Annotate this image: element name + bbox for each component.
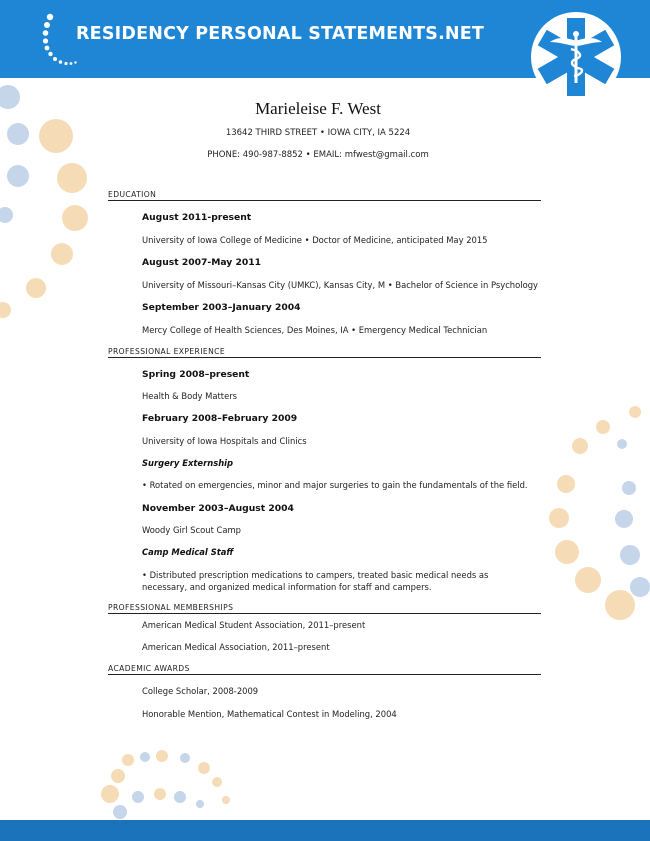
experience-bullet: • Distributed prescription medications to campers, treated basic medical needs as necessary, and organized medical information for staff and campers. [142, 570, 489, 592]
section-heading-education: EDUCATION [108, 190, 541, 201]
experience-org: Woody Girl Scout Camp [142, 525, 241, 535]
award-item: Honorable Mention, Mathematical Contest in Modeling, 2004 [142, 709, 397, 719]
membership-item: American Medical Student Association, 2011–present [142, 620, 366, 630]
experience-bullet: • Rotated on emergencies, minor and major surgeries to gain the fundamentals of the field. [142, 480, 528, 490]
footer-bar [0, 820, 650, 841]
phone-email-line: PHONE: 490-987-8852 • EMAIL: mfwest@gmail.com [207, 150, 429, 160]
award-item: College Scholar, 2008-2009 [142, 686, 259, 696]
education-detail: Mercy College of Health Sciences, Des Moines, IA • Emergency Medical Technician [142, 325, 488, 335]
experience-org: Health & Body Matters [142, 391, 238, 401]
membership-item: American Medical Association, 2011–present [142, 642, 330, 652]
address-line: 13642 THIRD STREET • IOWA CITY, IA 5224 [225, 128, 411, 138]
section-heading-experience: PROFESSIONAL EXPERIENCE [108, 347, 541, 358]
applicant-name: Marieleise F. West [255, 99, 381, 118]
education-detail: University of Missouri–Kansas City (UMKC), Kansas City, M • Bachelor of Science in Psychology [142, 280, 538, 290]
experience-role: Camp Medical Staff [142, 547, 234, 557]
education-date: August 2007-May 2011 [142, 257, 262, 268]
experience-role: Surgery Externship [142, 458, 234, 468]
experience-date: November 2003–August 2004 [142, 503, 294, 514]
education-date: September 2003–January 2004 [142, 302, 301, 313]
brand-title: RESIDENCY PERSONAL STATEMENTS.NET [76, 24, 485, 44]
experience-date: Spring 2008–present [142, 369, 250, 380]
section-heading-awards: ACADEMIC AWARDS [108, 664, 541, 675]
section-heading-memberships: PROFESSIONAL MEMBERSHIPS [108, 603, 541, 614]
education-detail: University of Iowa College of Medicine • Doctor of Medicine, anticipated May 2015 [142, 235, 488, 245]
education-date: August 2011-present [142, 212, 252, 223]
experience-date: February 2008–February 2009 [142, 413, 298, 424]
experience-org: University of Iowa Hospitals and Clinics [142, 436, 307, 446]
